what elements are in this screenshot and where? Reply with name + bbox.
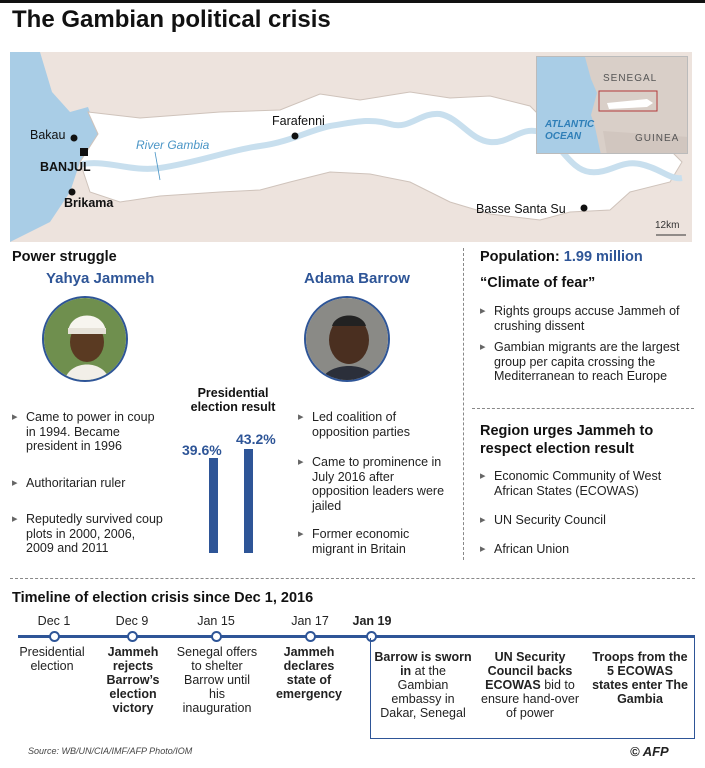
region-heading: Region urges Jammeh to respect election result [480, 423, 654, 457]
election-title: Presidential election result [190, 386, 276, 414]
population-value: 1.99 million [563, 249, 643, 265]
city-bakau: Bakau [30, 128, 66, 142]
jammeh-bullet-3: ▸ Reputedly survived coup plots in 2000, 2006, 2009 and 2011 [26, 512, 166, 556]
barrow-portrait [304, 296, 390, 382]
barrow-name: Adama Barrow [304, 270, 410, 287]
inset-gambia [607, 99, 653, 109]
dot-dec1 [49, 631, 60, 642]
inset-ocean-label: ATLANTIC OCEAN [545, 119, 595, 142]
event-jan19-sworn-rest: at the Gambian embassy in Dakar, Senegal [380, 664, 466, 720]
bakau-dot [71, 135, 78, 142]
event-jan19-sworn-bold: Barrow is sworn in [374, 650, 472, 678]
river-label: River Gambia [136, 138, 210, 152]
right-divider [472, 408, 694, 409]
fear-heading: “Climate of fear” [480, 275, 596, 291]
banjul-square [80, 148, 88, 156]
ocean-shape [10, 52, 98, 242]
dot-jan17 [305, 631, 316, 642]
column-divider [463, 248, 464, 560]
timeline-divider [10, 578, 695, 579]
jammeh-portrait [42, 296, 128, 382]
inset-map [536, 56, 688, 154]
event-jan19-un [478, 650, 582, 720]
jammeh-name: Yahya Jammeh [46, 270, 155, 287]
scale-label: 12km [655, 220, 680, 231]
date-dec9: Dec 9 [115, 614, 149, 628]
farafenni-dot [292, 133, 299, 140]
page-title: The Gambian political crisis [12, 6, 331, 33]
inset-senegal: SENEGAL [603, 73, 658, 84]
dot-jan15 [211, 631, 222, 642]
event-jan19-un-rest: bid to ensure hand-over of power [481, 678, 579, 720]
timeline-heading: Timeline of election crisis since Dec 1, 2016 [12, 590, 314, 606]
election-bar-jammeh [209, 458, 218, 553]
event-dec9: Jammeh rejects Barrow’s election victory [106, 645, 160, 715]
inset-guinea-label: GUINEA [635, 133, 680, 144]
event-jan19-un-bold: UN Security Council backs ECOWAS [485, 650, 573, 692]
barrow-photo [306, 298, 390, 382]
afp-credit: © AFP [630, 744, 669, 759]
election-bar-barrow [244, 449, 253, 553]
event-jan19-sworn [374, 650, 472, 720]
date-jan17: Jan 17 [291, 614, 329, 628]
election-label-barrow: 43.2% [236, 431, 276, 447]
event-dec1: Presidential election [19, 645, 85, 673]
barrow-bullet-3: ▸ Former economic migrant in Britain [312, 527, 452, 556]
population-label: Population: [480, 249, 560, 265]
city-basse: Basse Santa Su [476, 202, 566, 216]
city-farafenni: Farafenni [272, 114, 325, 128]
date-jan19: Jan 19 [352, 614, 392, 628]
fear-bullet-1: ▸ Rights groups accuse Jammeh of crushing dissent [494, 304, 684, 333]
city-brikama: Brikama [64, 196, 114, 210]
date-dec1: Dec 1 [37, 614, 71, 628]
barrow-bullet-2: ▸ Came to prominence in July 2016 after opposition leaders were jailed [312, 455, 452, 513]
jammeh-bullet-1: ▸ Came to power in coup in 1994. Became president in 1996 [26, 410, 166, 454]
event-jan19-troops: Troops from the 5 ECOWAS states enter The Gambia [592, 650, 688, 706]
top-rule [0, 0, 705, 3]
brikama-dot [69, 189, 76, 196]
election-label-jammeh: 39.6% [182, 442, 222, 458]
date-jan15: Jan 15 [197, 614, 235, 628]
barrow-bullet-1: ▸ Led coalition of opposition parties [312, 410, 452, 439]
event-jan17: Jammeh declares state of emergency [275, 645, 342, 701]
power-heading: Power struggle [12, 249, 117, 265]
event-jan15: Senegal offers to shelter Barrow until his inauguration [176, 645, 258, 715]
basse-dot [581, 205, 588, 212]
dot-dec9 [127, 631, 138, 642]
city-banjul: BANJUL [40, 160, 91, 174]
fear-bullet-2: ▸ Gambian migrants are the largest group per capita crossing the Mediterranean to reach Europe [494, 340, 684, 384]
region-bullet-1: ▸ Economic Community of West African States (ECOWAS) [494, 469, 684, 498]
population [480, 249, 643, 265]
jammeh-bullet-2: ▸ Authoritarian ruler [26, 476, 166, 491]
region-bullet-2: ▸ UN Security Council [494, 513, 684, 528]
source-note: Source: WB/UN/CIA/IMF/AFP Photo/IOM [28, 746, 193, 756]
region-bullet-3: ▸ African Union [494, 542, 684, 557]
jammeh-photo [44, 298, 128, 382]
